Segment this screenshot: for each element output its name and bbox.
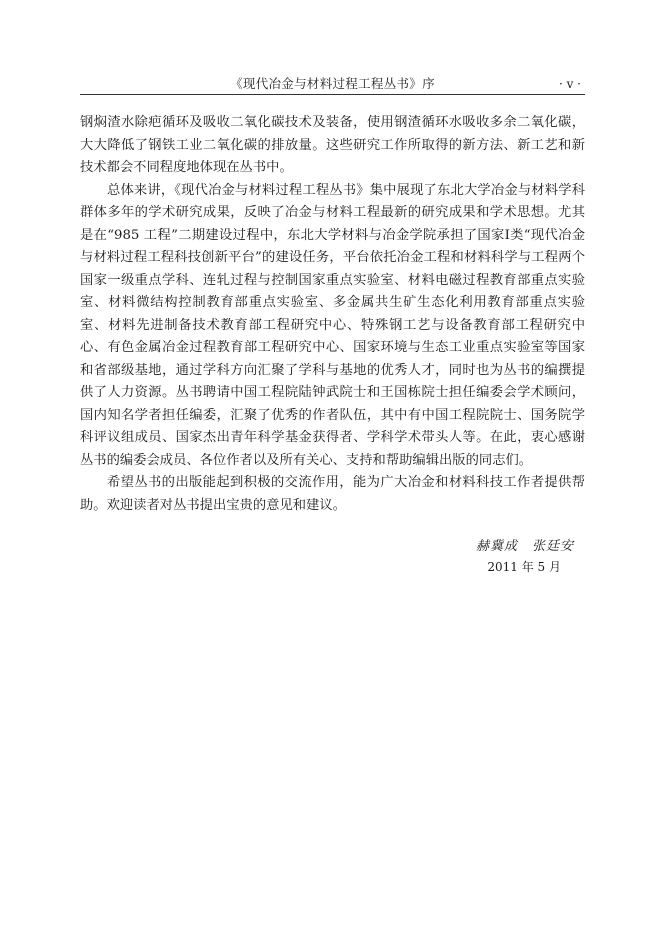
- running-header-title: 《现代冶金与材料过程工程丛书》序: [230, 76, 435, 91]
- page-number: · v ·: [558, 77, 581, 91]
- signature-date: 2011 年 5 月: [487, 560, 561, 574]
- running-header: [80, 76, 585, 95]
- paragraph-continuation: 钢焖渣水除疤循环及吸收二氧化碳技术及装备，使用钢渣循环水吸收多余二氧化碳，大大降低了钢铁工业二氧化碳的排放量。这些研究工作所取得的新方法、新工艺和新技术都会不同程度地体现在丛书中。: [80, 115, 585, 175]
- paragraph-closing: 希望丛书的出版能起到积极的交流作用，能为广大冶金和材料科技工作者提供帮助。欢迎读者对丛书提出宝贵的意见和建议。: [80, 475, 585, 513]
- paragraph-summary: 总体来讲，《现代冶金与材料过程工程丛书》集中展现了东北大学冶金与材料学科群体多年的学术研究成果，反映了冶金与材料工程最新的研究成果和学术思想。尤其是在“985 工程”二期建设过程中，东北大学材料与冶金学院承担了国家Ⅰ类“现代冶金与材料过程工程科技创新平台”的建设任务，平台依托冶金工程和材料科学与工程两个国家一级重点学科、连轧过程与控制国家重点实验室、材料电磁过程教育部重点实验室、材料微结构控制教育部重点实验室、多金属共生矿生态化利用教育部重点实验室、材料先进制备技术教育部工程研究中心、特殊钢工艺与设备教育部工程研究中心、有色金属冶金过程教育部工程研究中心、国家环境与生态工业重点实验室等国家和省部级基地，通过学科方向汇聚了学科与基地的优秀人才，同时也为丛书的编撰提供了人力资源。丛书聘请中国工程院陆钟武院士和王国栋院士担任编委会学术顾问，国内知名学者担任编委，汇聚了优秀的作者队伍，其中有中国工程院院士、国务院学科评议组成员、国家杰出青年科学基金获得者、学科学术带头人等。在此，衷心感谢丛书的编委会成员、各位作者以及所有关心、支持和帮助编辑出版的同志们。: [80, 182, 585, 468]
- signature-authors: 赫冀成 张廷安: [475, 539, 574, 554]
- body-text: [80, 112, 585, 517]
